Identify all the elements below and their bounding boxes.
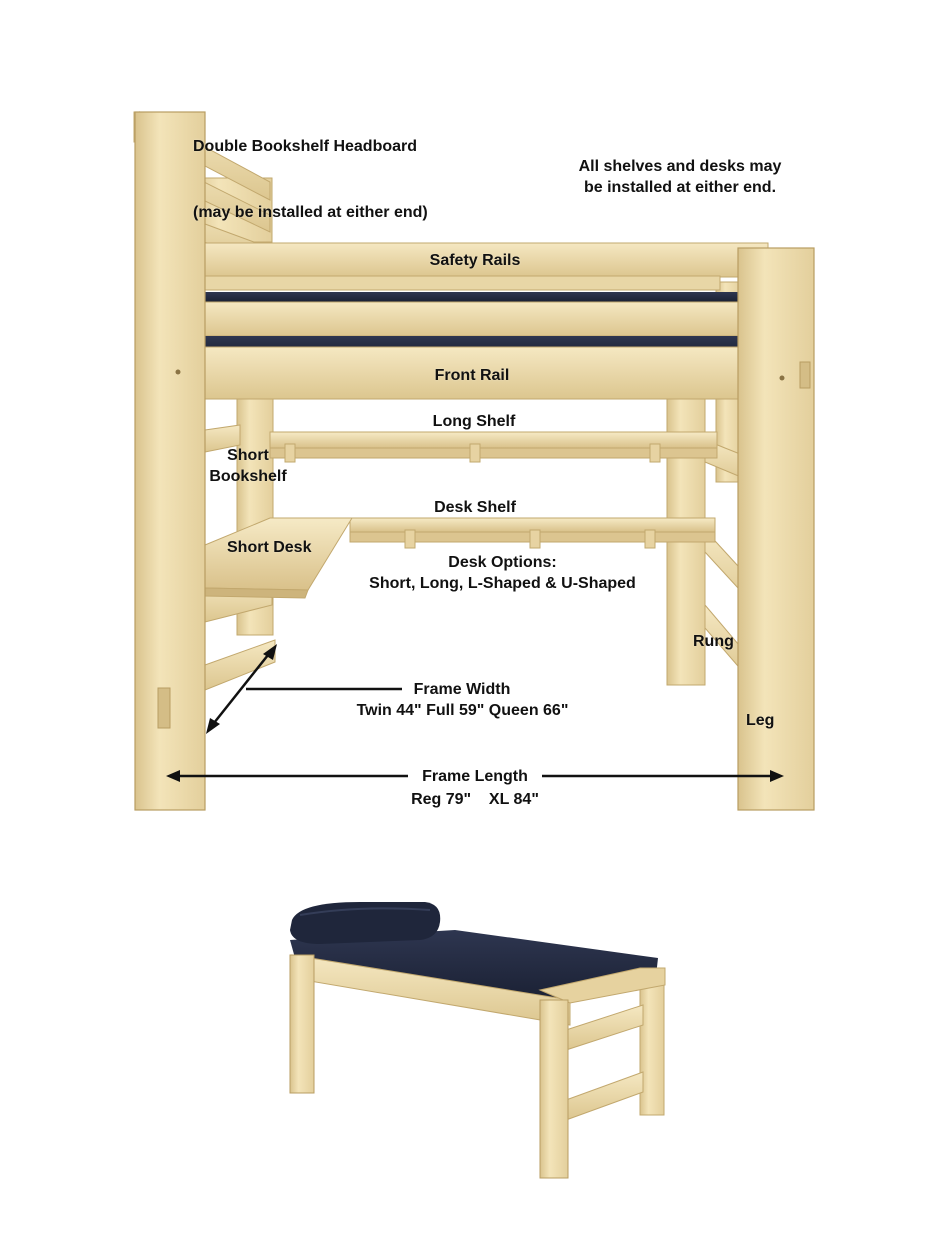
bench-bed	[290, 902, 665, 1178]
frame-width-label: Frame Width	[413, 681, 511, 698]
frame-length-label: Frame Length	[422, 768, 528, 785]
desk-options-line-1: Desk Options:	[448, 554, 557, 571]
bench-back-leg-right	[640, 970, 664, 1115]
short-desk	[205, 518, 352, 598]
short-bookshelf-label-line-1: Short	[227, 447, 269, 464]
headboard-label: Double Bookshelf Headboard	[193, 138, 418, 155]
desk-shelf	[350, 518, 715, 548]
short-bookshelf-label-line-2: Bookshelf	[209, 468, 287, 485]
bench-leg-right	[540, 1000, 568, 1178]
note-line-1: All shelves and desks may	[578, 158, 782, 175]
long-shelf	[270, 432, 717, 462]
long-shelf-label: Long Shelf	[432, 413, 516, 430]
bolster-pillow-icon	[290, 902, 440, 944]
frame-width-sizes: Twin 44" Full 59" Queen 66"	[356, 702, 569, 719]
note-line-2: be installed at either end.	[583, 179, 777, 196]
frame-length-sizes: Reg 79" XL 84"	[411, 791, 539, 808]
rung-label: Rung	[693, 633, 734, 650]
desk-shelf-label: Desk Shelf	[434, 499, 516, 516]
desk-options-line-2: Short, Long, L-Shaped & U-Shaped	[369, 575, 636, 592]
leg-label: Leg	[746, 712, 775, 729]
headboard-note: (may be installed at either end)	[193, 204, 428, 221]
short-desk-label: Short Desk	[227, 539, 312, 556]
bench-leg-left	[290, 955, 314, 1093]
safety-rails-label: Safety Rails	[429, 252, 521, 269]
front-rail-label: Front Rail	[434, 367, 510, 384]
mattress-back	[198, 292, 763, 302]
